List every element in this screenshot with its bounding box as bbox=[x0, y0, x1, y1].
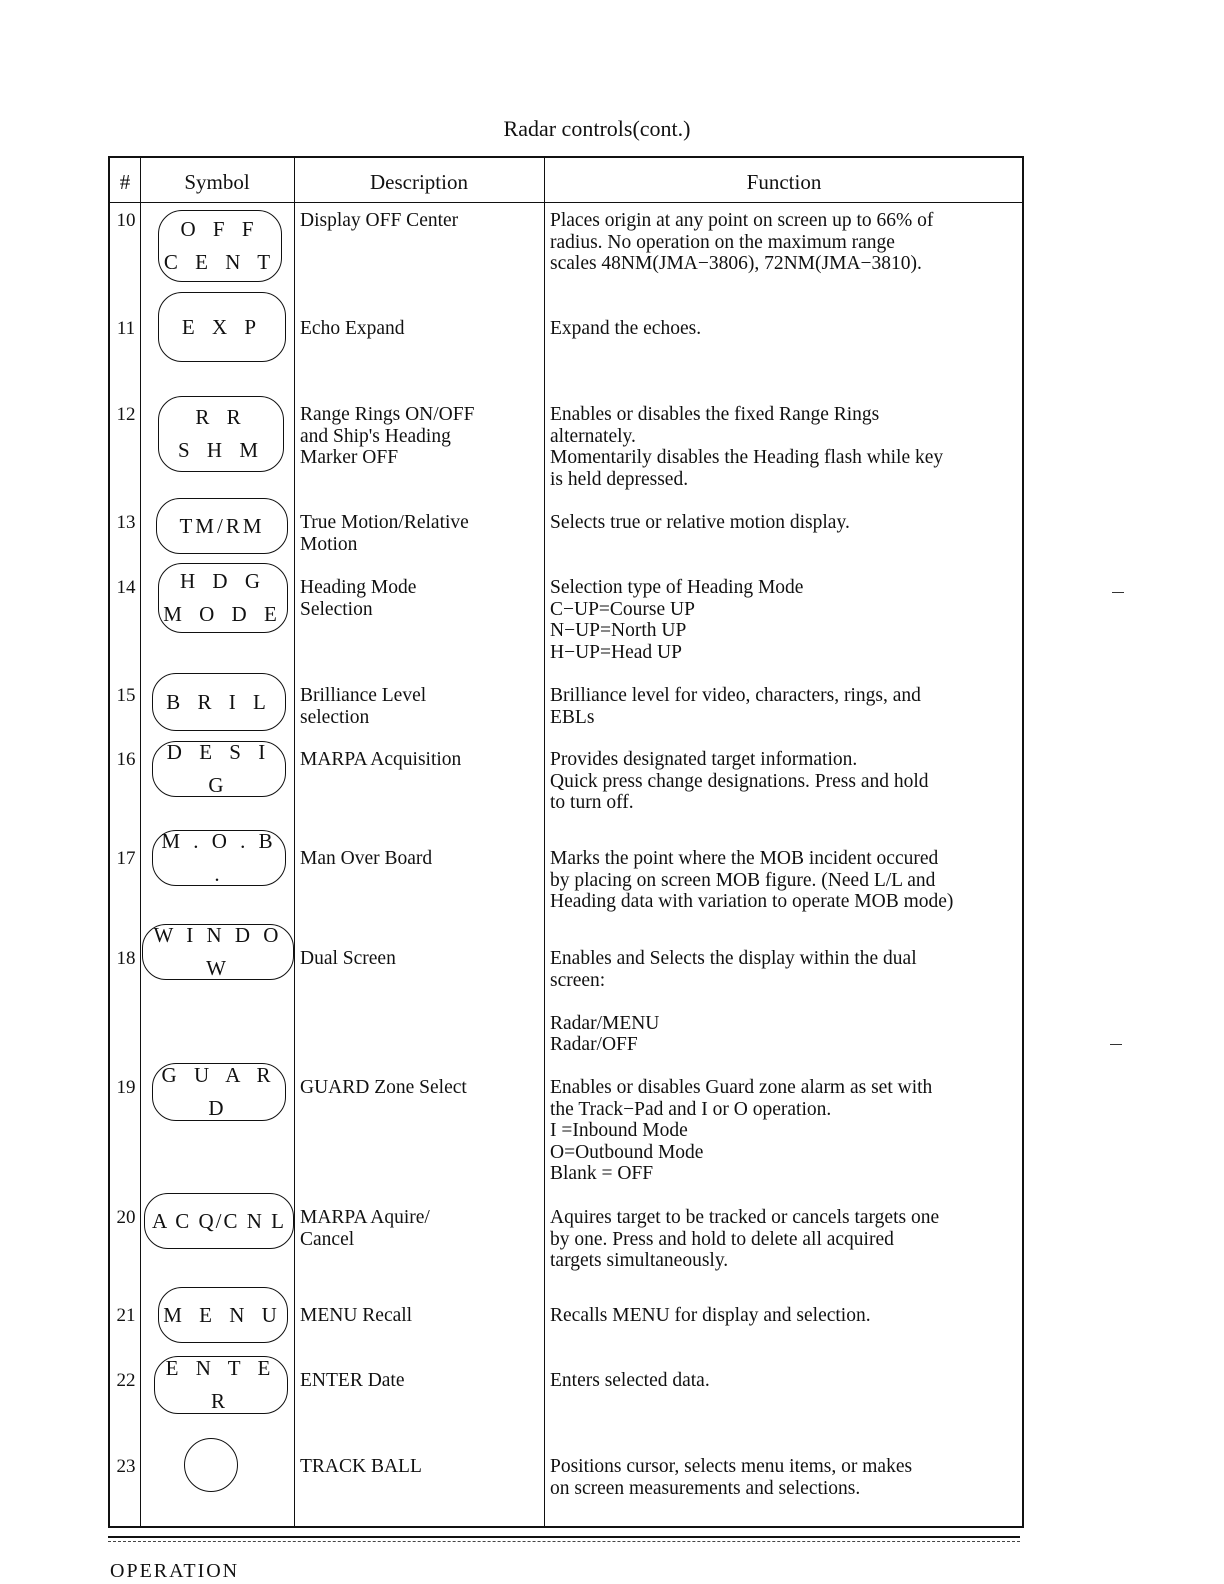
row-description: Man Over Board bbox=[300, 848, 433, 869]
margin-mark bbox=[1110, 1044, 1122, 1045]
enter-key[interactable]: E N T E R bbox=[154, 1356, 288, 1414]
rr-shm-key[interactable]: R R S H M bbox=[158, 396, 284, 472]
window-key[interactable]: W I N D O W bbox=[142, 924, 294, 980]
header-divider bbox=[110, 202, 1022, 203]
bottom-rule-dashed bbox=[108, 1541, 1020, 1542]
exp-key[interactable]: E X P bbox=[158, 292, 286, 362]
row-description: Brilliance Level selection bbox=[300, 685, 427, 728]
row-function: Marks the point where the MOB incident occured by placing on screen MOB figure. (Need L/L and Heading data with variation to operate MOB mode) bbox=[550, 848, 954, 912]
off-cent-key[interactable]: O F F C E N T bbox=[158, 210, 282, 282]
row-description: TRACK BALL bbox=[300, 1456, 422, 1477]
row-function: Positions cursor, selects menu items, or makes on screen measurements and selections. bbox=[550, 1456, 913, 1499]
row-number: 17 bbox=[116, 848, 136, 869]
header-function: Function bbox=[746, 170, 822, 194]
trackball-icon[interactable] bbox=[184, 1438, 238, 1492]
row-number: 15 bbox=[116, 685, 136, 706]
row-number: 22 bbox=[116, 1370, 136, 1391]
row-function: Selects true or relative motion display. bbox=[550, 512, 850, 533]
row-function: Recalls MENU for display and selection. bbox=[550, 1305, 871, 1326]
row-number: 21 bbox=[116, 1305, 136, 1326]
row-function: Selection type of Heading Mode C−UP=Course UP N−UP=North UP H−UP=Head UP bbox=[550, 577, 804, 663]
row-number: 11 bbox=[116, 318, 136, 339]
column-divider bbox=[544, 158, 545, 1526]
desig-key[interactable]: D E S I G bbox=[152, 741, 286, 797]
row-number: 13 bbox=[116, 512, 136, 533]
hdg-mode-key[interactable]: H D G M O D E bbox=[158, 563, 288, 633]
mob-key[interactable]: M . O . B . bbox=[152, 830, 286, 886]
row-function: Provides designated target information. Quick press change designations. Press and hold to turn off. bbox=[550, 749, 929, 813]
row-description: MARPA Aquire/ Cancel bbox=[300, 1207, 430, 1250]
footer-text: OPERATION bbox=[110, 1560, 240, 1582]
row-function: Expand the echoes. bbox=[550, 318, 702, 339]
row-number: 16 bbox=[116, 749, 136, 770]
row-function: Aquires target to be tracked or cancels targets one by one. Press and hold to delete all acquired targets simultaneously. bbox=[550, 1207, 940, 1271]
bottom-rule bbox=[108, 1536, 1020, 1538]
row-function: Enables and Selects the display within the dual screen: Radar/MENU Radar/OFF bbox=[550, 948, 917, 1055]
guard-key[interactable]: G U A R D bbox=[152, 1063, 286, 1121]
row-description: ENTER Date bbox=[300, 1370, 405, 1391]
row-number: 10 bbox=[116, 210, 136, 231]
acq-cnl-key[interactable]: A C Q/C N L bbox=[144, 1193, 294, 1249]
menu-key[interactable]: M E N U bbox=[158, 1287, 288, 1343]
row-description: GUARD Zone Select bbox=[300, 1077, 467, 1098]
row-description: MARPA Acquisition bbox=[300, 749, 462, 770]
row-description: Display OFF Center bbox=[300, 210, 459, 231]
row-description: Dual Screen bbox=[300, 948, 396, 969]
row-description: MENU Recall bbox=[300, 1305, 413, 1326]
row-number: 14 bbox=[116, 577, 136, 598]
header-description: Description bbox=[370, 170, 468, 194]
header-symbol: Symbol bbox=[184, 170, 250, 194]
row-number: 23 bbox=[116, 1456, 136, 1477]
row-description: Echo Expand bbox=[300, 318, 405, 339]
bril-key[interactable]: B R I L bbox=[152, 673, 286, 731]
row-description: True Motion/Relative Motion bbox=[300, 512, 469, 555]
column-divider bbox=[294, 158, 295, 1526]
row-function: Enters selected data. bbox=[550, 1370, 710, 1391]
column-divider bbox=[140, 158, 141, 1526]
row-function: Enables or disables Guard zone alarm as set with the Track−Pad and I or O operation. I =Inbound Mode O=Outbound Mode Blank = OFF bbox=[550, 1077, 933, 1184]
row-number: 18 bbox=[116, 948, 136, 969]
row-function: Brilliance level for video, characters, rings, and EBLs bbox=[550, 685, 921, 728]
page-title: Radar controls(cont.) bbox=[503, 116, 691, 141]
tm-rm-key[interactable]: TM/RM bbox=[156, 498, 288, 554]
header-number: # bbox=[119, 170, 131, 194]
row-function: Enables or disables the fixed Range Rings alternately. Momentarily disables the Heading flash while key is held depressed. bbox=[550, 404, 944, 490]
radar-controls-table bbox=[108, 156, 1024, 1528]
row-function: Places origin at any point on screen up to 66% of radius. No operation on the maximum range scales 48NM(JMA−3806), 72NM(JMA−3810). bbox=[550, 210, 934, 274]
row-number: 20 bbox=[116, 1207, 136, 1228]
row-number: 12 bbox=[116, 404, 136, 425]
row-number: 19 bbox=[116, 1077, 136, 1098]
row-description: Range Rings ON/OFF and Ship's Heading Marker OFF bbox=[300, 404, 475, 468]
margin-mark bbox=[1112, 592, 1124, 593]
row-description: Heading Mode Selection bbox=[300, 577, 417, 620]
